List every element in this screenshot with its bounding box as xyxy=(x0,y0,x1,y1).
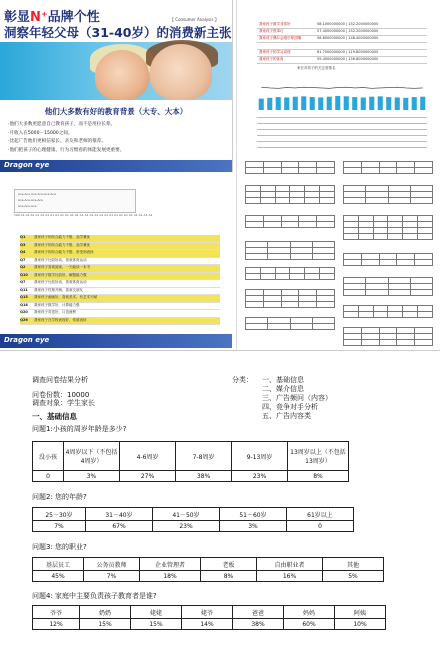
mini-cell xyxy=(358,312,373,318)
value-cell: 45% xyxy=(33,571,84,582)
mini-cell xyxy=(312,324,334,330)
category-item: 一、基础信息 xyxy=(262,376,304,384)
parent-face xyxy=(150,44,212,100)
mini-cell xyxy=(388,312,403,318)
dragon-eye-logo: Dragon eye xyxy=(4,161,50,169)
question-code: Q2 xyxy=(20,265,26,269)
question-row xyxy=(20,280,220,288)
mini-question-table xyxy=(343,215,433,240)
summary-value: 56.6000000000 | 148.4000000000 xyxy=(317,36,379,40)
header-cell: 自由职业者 xyxy=(257,558,323,571)
mini-cell xyxy=(373,312,388,318)
header-cell: 公务员教师 xyxy=(84,558,140,571)
category-item: 四、竞争对手分析 xyxy=(262,403,318,411)
value-cell: 38% xyxy=(233,619,284,630)
chart-bar xyxy=(267,98,272,110)
value-cell: 5% xyxy=(323,571,384,582)
header-cell: 姥姥 xyxy=(131,606,182,619)
value-cell: 12% xyxy=(33,619,80,630)
mini-question-table xyxy=(245,267,335,280)
q1-table xyxy=(32,441,349,482)
question-code: Q1 xyxy=(20,235,26,239)
summary-value: 58.1000000000 | 152.2000000000 xyxy=(317,22,379,26)
mini-cell xyxy=(410,198,432,204)
mini-cell xyxy=(305,274,320,280)
value-cell: 15% xyxy=(131,619,182,630)
chart-bar xyxy=(420,97,425,110)
mini-cell xyxy=(403,312,418,318)
section-heading: 一、基础信息 xyxy=(32,412,77,421)
chart-bar xyxy=(327,97,332,110)
header-cell: 爸爸 xyxy=(233,606,284,619)
question-row xyxy=(20,273,220,281)
value-cell: 27% xyxy=(120,471,176,482)
summary-row xyxy=(257,29,427,36)
slide-subtitle-line: 洞察年轻父母（31-40岁）的消费新主张 xyxy=(4,25,232,40)
value-cell: 0 xyxy=(287,521,354,532)
mini-cell xyxy=(260,274,275,280)
chart-bar xyxy=(403,98,408,110)
mini-cell xyxy=(246,198,261,204)
value-cell: 8% xyxy=(288,471,349,482)
summary-value: 61.7000000000 | 119.8000000000 xyxy=(317,50,379,54)
mini-question-table xyxy=(245,241,335,260)
chart-bar xyxy=(318,97,323,110)
mini-cell xyxy=(397,340,415,346)
summary-row xyxy=(257,22,427,29)
education-heading: 他们大多数有好的教育背景（大专、大本） xyxy=(44,107,188,116)
mini-cell xyxy=(403,234,418,240)
chart-bar xyxy=(361,97,366,110)
mini-cell xyxy=(246,222,264,228)
question-code: Q10 xyxy=(20,272,28,277)
question-text: 我家孩子的综合能力不错，品学兼优 xyxy=(34,235,90,239)
value-cell: 10% xyxy=(335,619,386,630)
question-row xyxy=(20,288,220,296)
chart-bar xyxy=(352,97,357,110)
value-cell: 16% xyxy=(257,571,323,582)
mini-cell xyxy=(299,222,317,228)
mini-cell xyxy=(358,234,373,240)
mini-cell xyxy=(263,222,281,228)
mini-cell xyxy=(317,222,335,228)
value-cell: 7% xyxy=(33,521,86,532)
question-code: Q11 xyxy=(20,287,28,292)
value-cell: 14% xyxy=(182,619,233,630)
column-codes: 100 A1 A1 A1 A1 A1 A1 A1 A1 A1 A1 A1 A1 A1 A1 A1 A1 A1 A1 A1 A1 A1 A1 A1 A1 A1 A1 A1 xyxy=(14,213,153,217)
value-cell: 23% xyxy=(232,471,288,482)
mini-cell xyxy=(388,234,403,240)
insight-item: ·月收入在5000－15000之间。 xyxy=(8,130,73,136)
question-text: 我家孩子比较好动，喜欢体育运动 xyxy=(34,257,87,262)
chart-bar xyxy=(284,97,289,110)
mini-cell xyxy=(361,260,379,266)
mini-question-table xyxy=(245,185,335,204)
summary-label: 我家孩子数学非常好 xyxy=(259,22,291,26)
mini-question-table xyxy=(343,253,433,266)
data-grid xyxy=(257,112,427,150)
header-cell: 61岁以上 xyxy=(287,508,354,521)
question-row xyxy=(20,235,220,243)
header-cell: 没小孩 xyxy=(33,442,64,471)
mini-cell xyxy=(418,312,433,318)
value-cell: 38% xyxy=(176,471,232,482)
question-rows xyxy=(20,235,220,325)
brand-logo-text: N⁺ xyxy=(30,10,48,25)
mini-cell xyxy=(299,302,317,308)
chart-bar xyxy=(412,97,417,110)
doc-title: 调查问卷结果分析 xyxy=(32,376,88,384)
question-row xyxy=(20,258,220,266)
mini-cell xyxy=(397,168,415,174)
mini-question-table xyxy=(245,289,335,308)
mini-cell xyxy=(379,168,397,174)
header-cell: 基层员工 xyxy=(33,558,84,571)
summary-label: 我家孩子很乖巧 xyxy=(259,29,284,33)
mini-cell xyxy=(415,260,433,266)
question-text: 我家孩子英语好，口语流利 xyxy=(34,310,76,314)
summary-row xyxy=(257,57,427,64)
mini-cell xyxy=(397,260,415,266)
question-row xyxy=(20,295,220,303)
category-item: 五、广告内容类 xyxy=(262,412,311,420)
value-cell: 23% xyxy=(153,521,220,532)
question-text: 我家孩子数学好，计算能力强 xyxy=(34,302,80,307)
survey-target: 调查对象：学生家长 xyxy=(32,399,95,407)
header-cell: 奶奶 xyxy=(80,606,131,619)
attention-bar-chart xyxy=(257,72,427,110)
mini-question-table xyxy=(343,327,433,346)
mini-question-table xyxy=(245,215,335,228)
mini-cell xyxy=(344,234,359,240)
chart-bar xyxy=(335,96,340,110)
mini-cell xyxy=(344,168,362,174)
mini-question-table xyxy=(245,317,335,330)
question-text: 我家孩子画画好，喜欢美术，有艺术天赋 xyxy=(34,295,97,299)
value-cell: 18% xyxy=(140,571,201,582)
mini-cell xyxy=(281,222,299,228)
header-cell: 妈妈 xyxy=(284,606,335,619)
summary-row xyxy=(257,43,427,50)
mini-cell xyxy=(317,302,335,308)
mini-cell xyxy=(299,168,317,174)
question-row xyxy=(20,303,220,311)
header-cell: 7-8周岁 xyxy=(176,442,232,471)
question-row xyxy=(20,310,220,318)
dragon-eye-logo: Dragon eye xyxy=(4,336,50,344)
question-text: 我家孩子的综合能力不错，常受到表扬 xyxy=(34,250,94,254)
title-prefix: 彰显 xyxy=(4,10,31,25)
header-cell: 51－60岁 xyxy=(220,508,287,521)
questionnaire-page xyxy=(236,151,440,351)
mini-cell xyxy=(415,340,433,346)
chart-bar xyxy=(344,96,349,110)
question-code: Q18 xyxy=(20,302,28,307)
consumer-analysis-slide xyxy=(0,0,233,172)
chart-page xyxy=(236,0,440,150)
survey-analysis-document xyxy=(0,350,440,651)
header-cell: 13周岁以上（不包括13周岁） xyxy=(288,442,349,471)
mini-cell xyxy=(366,198,388,204)
mini-cell xyxy=(246,168,264,174)
mini-cell xyxy=(388,290,410,296)
mini-cell xyxy=(344,290,366,296)
mini-question-table xyxy=(245,161,335,174)
category-item: 三、广告频问（内容） xyxy=(262,394,332,402)
insight-item: ·他们大多数更愿意自己教育孩子，而不是用拉长辈。 xyxy=(8,122,116,127)
chart-bar xyxy=(369,97,374,110)
mini-cell xyxy=(246,302,264,308)
q3-table xyxy=(32,557,384,582)
question-code: Q3 xyxy=(20,242,26,247)
q2-table xyxy=(32,507,354,532)
mini-cell xyxy=(361,168,379,174)
mini-cell xyxy=(388,198,410,204)
header-cell: 老板 xyxy=(201,558,257,571)
chart-bar xyxy=(395,97,400,110)
mini-cell xyxy=(246,274,261,280)
question-3: 问题3: 您的职业? xyxy=(32,543,87,551)
mini-cell xyxy=(275,274,290,280)
header-cell: 姥爷 xyxy=(182,606,233,619)
chart-bar xyxy=(293,97,298,110)
insight-item: ·比起广告他们更相信家长、亲友和老师的推荐。 xyxy=(8,139,106,144)
question-row xyxy=(20,318,220,326)
header-cell: 爷爷 xyxy=(33,606,80,619)
mini-cell xyxy=(366,290,388,296)
mini-cell xyxy=(320,274,335,280)
mini-cell xyxy=(312,254,334,260)
chart-bar xyxy=(301,96,306,110)
mini-cell xyxy=(379,340,397,346)
category-item: 二、媒介信息 xyxy=(262,385,304,393)
mini-cell xyxy=(415,168,433,174)
value-cell: 67% xyxy=(86,521,153,532)
question-text: 我家孩子喜欢阅读，一天能读一本书 xyxy=(34,265,90,269)
q4-table xyxy=(32,605,386,630)
header-cell: 41－50岁 xyxy=(153,508,220,521)
summary-label: 我家孩子偶尔会跟长辈顶嘴 xyxy=(259,36,301,40)
header-cell: 9-13周岁 xyxy=(232,442,288,471)
question-text: 我家孩子的综合能力不错，品学兼优 xyxy=(34,242,90,247)
header-cell: 25－30岁 xyxy=(33,508,86,521)
value-cell: 8% xyxy=(201,571,257,582)
chart-line xyxy=(261,87,423,88)
value-cell: 3% xyxy=(220,521,287,532)
mini-cell xyxy=(418,234,433,240)
summary-label: 我家孩子的学习成绩 xyxy=(259,50,291,54)
mini-cell xyxy=(373,234,388,240)
value-cell: 0 xyxy=(33,471,64,482)
mini-question-table xyxy=(343,185,433,204)
question-2: 问题2: 您的年龄? xyxy=(32,493,87,501)
mini-cell xyxy=(344,312,359,318)
title-suffix: 品牌个性 xyxy=(47,10,100,25)
question-row xyxy=(20,243,220,251)
summary-table xyxy=(257,22,427,64)
chart-bar xyxy=(386,97,391,110)
question-code: Q7 xyxy=(20,280,26,284)
mini-cell xyxy=(344,260,362,266)
data-table-slide xyxy=(0,173,232,348)
categories-label: 分类： xyxy=(232,376,253,384)
header-cell: 4周岁以下（不包括4周岁） xyxy=(64,442,120,471)
question-1: 问题1:小孩的周岁年龄是多少? xyxy=(32,425,127,433)
mini-cell xyxy=(263,168,281,174)
header-cell: 31－40岁 xyxy=(86,508,153,521)
chart-bar xyxy=(310,97,315,110)
header-line: Ace-Ace-Ace-Ace xyxy=(18,198,44,202)
mini-cell xyxy=(290,324,312,330)
header-cell: 企业管理者 xyxy=(140,558,201,571)
summary-row xyxy=(257,50,427,57)
value-cell: 15% xyxy=(80,619,131,630)
grid-row xyxy=(257,148,427,150)
chart-title: 家长对孩子的关注度排名 xyxy=(297,66,336,70)
question-code: Q4 xyxy=(20,250,26,254)
question-code: Q20 xyxy=(20,310,28,314)
mini-cell xyxy=(361,340,379,346)
mini-cell xyxy=(290,254,312,260)
mini-cell xyxy=(246,324,268,330)
summary-value: 57.4000000000 | 152.2000000000 xyxy=(317,29,379,33)
question-code: Q15 xyxy=(20,295,28,299)
mini-cell xyxy=(275,198,290,204)
header-line: Ace-Ace-Ace xyxy=(18,204,37,208)
insight-list xyxy=(8,121,124,155)
mini-cell xyxy=(379,260,397,266)
value-cell: 3% xyxy=(64,471,120,482)
header-cell: 其他 xyxy=(323,558,384,571)
chart-bar xyxy=(259,99,264,110)
question-text: 我家孩子数学比较好，解题能力强 xyxy=(34,272,87,277)
question-code: Q7 xyxy=(20,257,26,262)
mini-cell xyxy=(290,274,305,280)
mini-cell xyxy=(320,198,335,204)
mini-cell xyxy=(281,302,299,308)
header-cell: 4-6周岁 xyxy=(120,442,176,471)
mini-question-table xyxy=(343,305,433,318)
summary-label: 我家孩子的体育 xyxy=(259,57,284,61)
section-tag: 【 Consumer Analysis 】 xyxy=(170,17,219,22)
child-face xyxy=(95,50,149,100)
question-code: Q26 xyxy=(20,317,28,322)
question-text: 我家孩子性格开朗，喜欢交朋友 xyxy=(34,287,83,292)
question-text: 我家孩子比较好动，喜欢体育运动 xyxy=(34,280,87,284)
mini-cell xyxy=(268,324,290,330)
mini-cell xyxy=(317,168,335,174)
mini-cell xyxy=(290,198,305,204)
summary-row xyxy=(257,36,427,43)
chart-bar xyxy=(378,96,383,110)
header-cell: 阿姨 xyxy=(335,606,386,619)
survey-count: 问卷份数：10000 xyxy=(32,391,90,399)
mini-cell xyxy=(305,198,320,204)
value-cell: 7% xyxy=(84,571,140,582)
question-text: 我家孩子在学校表现好，常被表扬 xyxy=(34,317,87,322)
mini-question-table xyxy=(343,277,433,296)
mini-cell xyxy=(344,198,366,204)
mini-cell xyxy=(410,290,432,296)
question-row xyxy=(20,250,220,258)
mini-cell xyxy=(281,168,299,174)
insight-item: ·他们把孩子的心理健康、行为习惯看的体能发展更重要。 xyxy=(8,147,125,153)
mini-cell xyxy=(260,198,275,204)
mini-cell xyxy=(246,254,268,260)
mini-cell xyxy=(268,254,290,260)
question-4: 问题4: 家庭中主要负责孩子教育者是谁? xyxy=(32,592,157,600)
mini-cell xyxy=(344,340,362,346)
summary-value: 59.4000000000 | 156.8000000000 xyxy=(317,57,379,61)
header-line: Ace-Ace Ace Ace-Ace-Ace xyxy=(18,192,56,196)
question-row xyxy=(20,265,220,273)
mini-cell xyxy=(263,302,281,308)
chart-bar xyxy=(276,97,281,110)
mini-question-table xyxy=(343,161,433,174)
value-cell: 60% xyxy=(284,619,335,630)
